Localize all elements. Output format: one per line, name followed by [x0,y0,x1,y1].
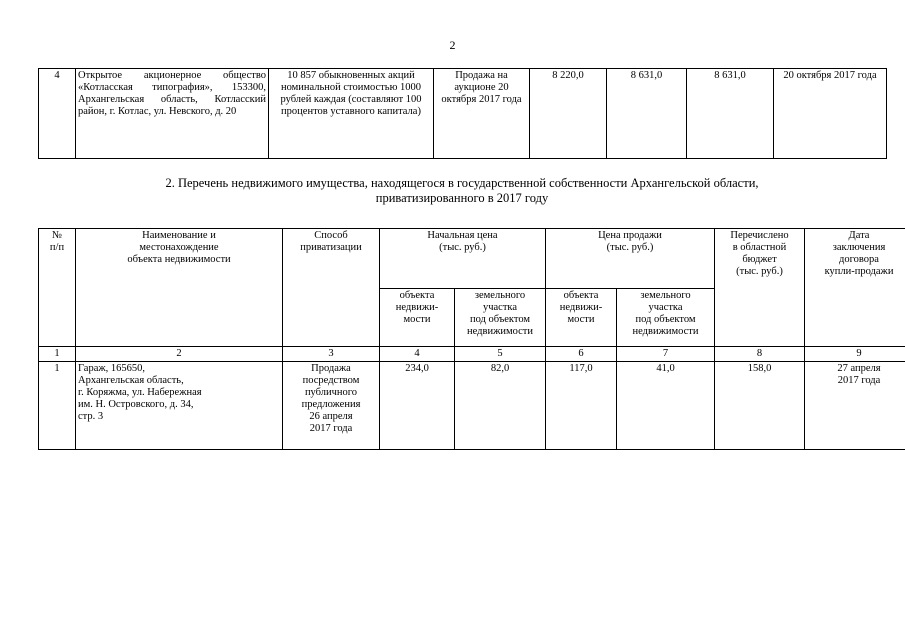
sale-price-object: 117,0 [546,362,617,450]
column-numbers-row [39,347,905,362]
column-number-3: 3 [283,347,380,362]
row-number: 1 [39,362,76,450]
start-price-object: 234,0 [380,362,455,450]
column-number-5: 5 [455,347,546,362]
section-title-line-1: 2. Перечень недвижимого имущества, находящегося в государственной собственности Архангельской области, [165,176,759,190]
header-contract-date: Дата заключения договора купли-продажи [805,229,905,347]
subheader-sale-object: объекта недвижи- мости [546,289,617,347]
subheader-sale-land: земельного участка под объектом недвижимости [617,289,715,347]
table-row [39,362,905,450]
section-title [38,176,886,206]
header-start-price: Начальная цена (тыс. руб.) [380,229,546,289]
privatization-method: Продажа на аукционе 20 октября 2017 года [434,69,530,159]
value-3: 8 631,0 [687,69,774,159]
column-number-2: 2 [76,347,283,362]
contract-date: 20 октября 2017 года [774,69,887,159]
shares-table [38,68,887,159]
header-transferred: Перечислено в областной бюджет (тыс. руб.) [715,229,805,347]
sale-price-land: 41,0 [617,362,715,450]
real-estate-table [38,228,905,450]
column-number-8: 8 [715,347,805,362]
section-title-line-2: приватизированного в 2017 году [375,191,549,205]
row-number: 4 [39,69,76,159]
header-row [39,229,905,289]
table-row [39,69,887,159]
column-number-9: 9 [805,347,905,362]
column-number-6: 6 [546,347,617,362]
column-number-7: 7 [617,347,715,362]
value-1: 8 220,0 [530,69,607,159]
subheader-start-object: объекта недвижи- мости [380,289,455,347]
header-name: Наименование и местонахождение объекта недвижимости [76,229,283,347]
page-number: 2 [449,38,456,52]
shares-description: 10 857 обыкновенных акций номинальной стоимостью 1000 рублей каждая (составляют 100 процентов уставного капитала) [269,69,434,159]
start-price-land: 82,0 [455,362,546,450]
contract-date: 27 апреля 2017 года [805,362,905,450]
header-sale-price: Цена продажи (тыс. руб.) [546,229,715,289]
value-2: 8 631,0 [607,69,687,159]
transferred-amount: 158,0 [715,362,805,450]
header-method: Способ приватизации [283,229,380,347]
company-name: Открытое акционерное общество «Котласская типография», 153300, Архангельская область, Котласский район, г. Котлас, ул. Невского, д. 20 [76,69,269,159]
subheader-start-land: земельного участка под объектом недвижимости [455,289,546,347]
header-num: № п/п [39,229,76,347]
column-number-1: 1 [39,347,76,362]
privatization-method: Продажа посредством публичного предложения 26 апреля 2017 года [283,362,380,450]
column-number-4: 4 [380,347,455,362]
object-name: Гараж, 165650, Архангельская область, г. Коряжма, ул. Набережная им. Н. Островского, д. 34, стр. 3 [76,362,283,450]
